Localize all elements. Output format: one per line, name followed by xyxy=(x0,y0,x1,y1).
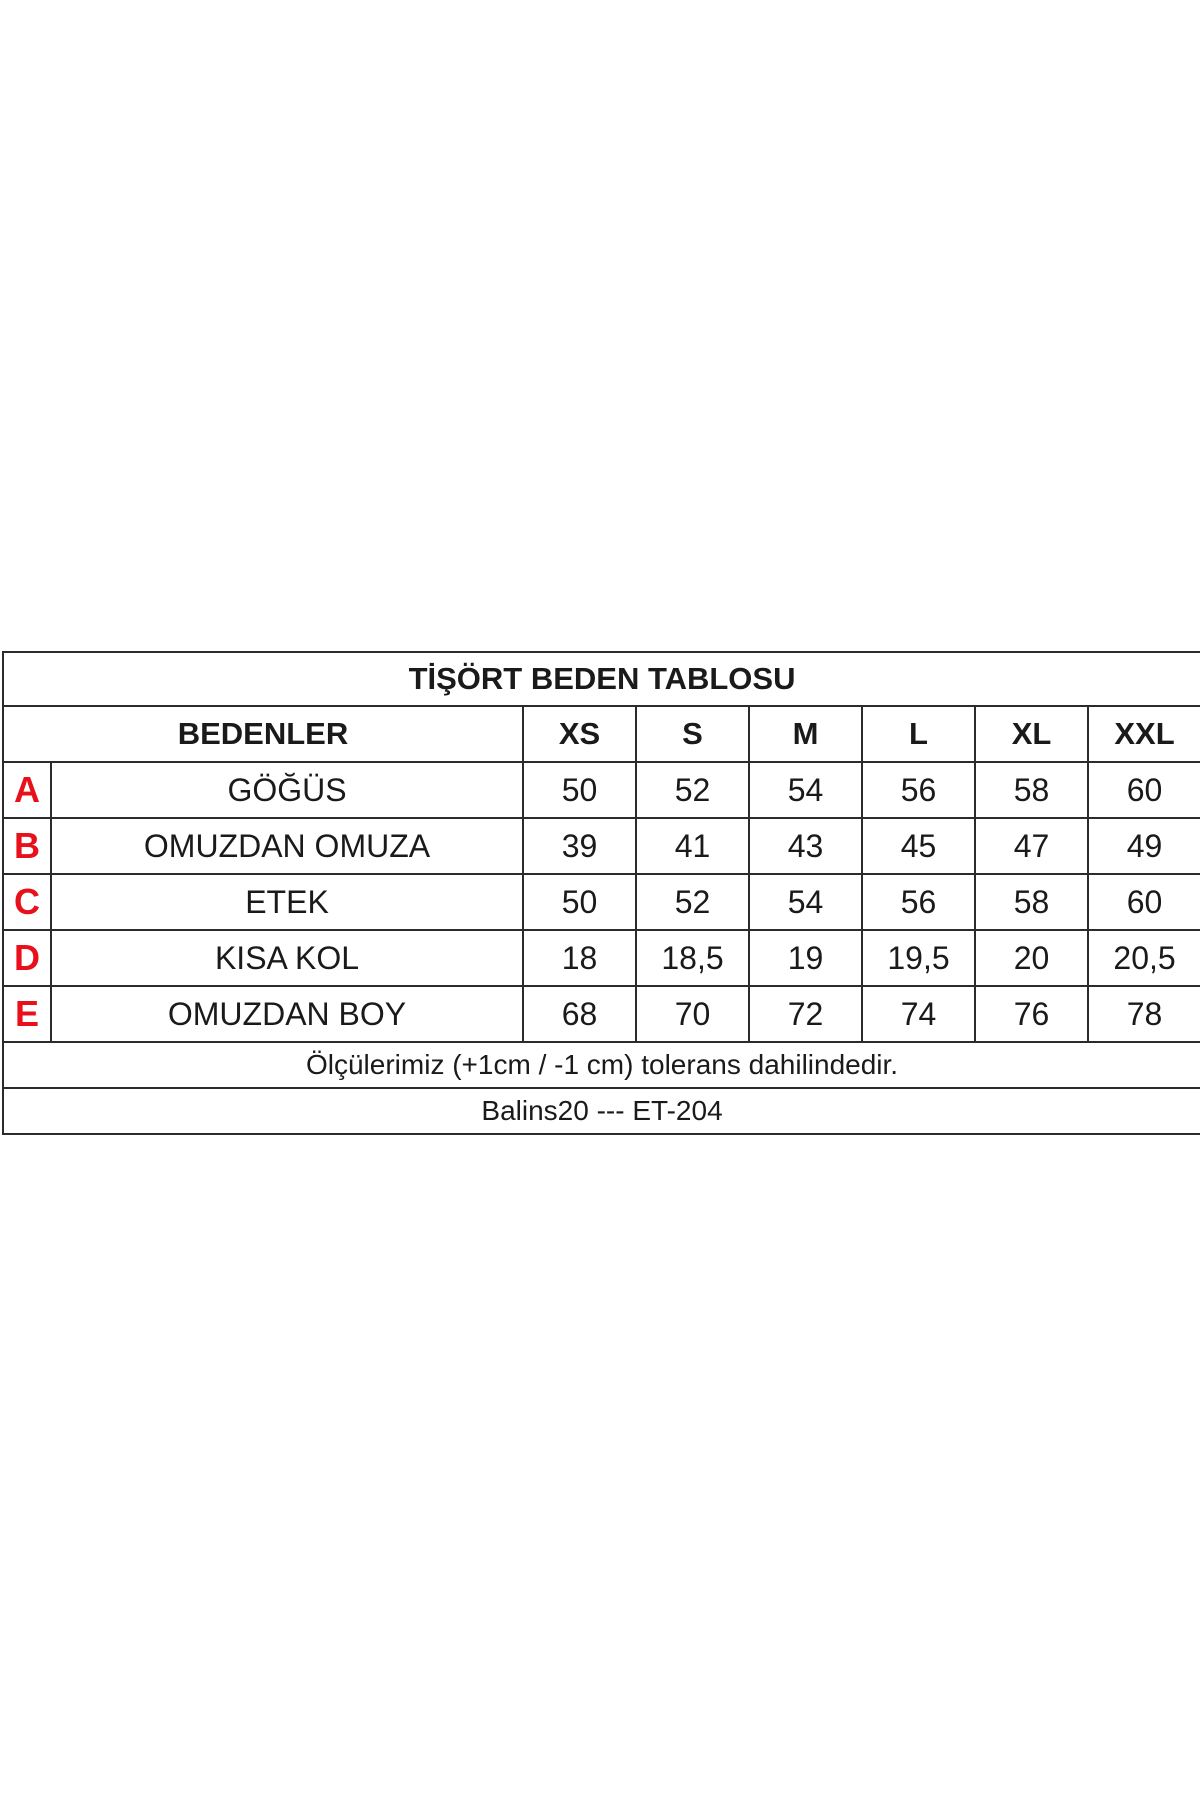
table-row xyxy=(3,874,1200,930)
tolerance-note-row xyxy=(3,1042,1200,1088)
table-cell: 76 xyxy=(975,986,1088,1042)
table-cell: 68 xyxy=(523,986,636,1042)
row-letter: E xyxy=(3,986,51,1042)
table-row xyxy=(3,930,1200,986)
table-cell: 39 xyxy=(523,818,636,874)
table-cell: 50 xyxy=(523,874,636,930)
row-letter: B xyxy=(3,818,51,874)
table-cell: 60 xyxy=(1088,762,1200,818)
table-cell: 43 xyxy=(749,818,862,874)
table-cell: 70 xyxy=(636,986,749,1042)
size-header-xl: XL xyxy=(975,706,1088,762)
table-cell: 52 xyxy=(636,762,749,818)
row-letter: D xyxy=(3,930,51,986)
table-cell: 18,5 xyxy=(636,930,749,986)
size-header-xxl: XXL xyxy=(1088,706,1200,762)
table-cell: 19,5 xyxy=(862,930,975,986)
table-row xyxy=(3,818,1200,874)
measurement-name: OMUZDAN OMUZA xyxy=(51,818,523,874)
row-letter: A xyxy=(3,762,51,818)
table-cell: 41 xyxy=(636,818,749,874)
tolerance-note: Ölçülerimiz (+1cm / -1 cm) tolerans dahilindedir. xyxy=(3,1042,1200,1088)
size-header-s: S xyxy=(636,706,749,762)
table-title: TİŞÖRT BEDEN TABLOSU xyxy=(3,652,1200,706)
header-row xyxy=(3,706,1200,762)
table-cell: 60 xyxy=(1088,874,1200,930)
table-row xyxy=(3,762,1200,818)
size-chart-table xyxy=(2,651,1200,1135)
table-cell: 20,5 xyxy=(1088,930,1200,986)
table-cell: 47 xyxy=(975,818,1088,874)
sizes-header-label: BEDENLER xyxy=(3,706,523,762)
measurement-name: ETEK xyxy=(51,874,523,930)
product-code-row xyxy=(3,1088,1200,1134)
table-cell: 58 xyxy=(975,874,1088,930)
table-cell: 19 xyxy=(749,930,862,986)
table-cell: 18 xyxy=(523,930,636,986)
measurement-name: GÖĞÜS xyxy=(51,762,523,818)
table-cell: 78 xyxy=(1088,986,1200,1042)
table-cell: 54 xyxy=(749,874,862,930)
table-row xyxy=(3,986,1200,1042)
measurement-name: KISA KOL xyxy=(51,930,523,986)
measurement-name: OMUZDAN BOY xyxy=(51,986,523,1042)
table-cell: 54 xyxy=(749,762,862,818)
table-cell: 56 xyxy=(862,874,975,930)
row-letter: C xyxy=(3,874,51,930)
table-cell: 50 xyxy=(523,762,636,818)
size-header-l: L xyxy=(862,706,975,762)
table-cell: 72 xyxy=(749,986,862,1042)
table-cell: 49 xyxy=(1088,818,1200,874)
size-header-xs: XS xyxy=(523,706,636,762)
product-code: Balins20 --- ET-204 xyxy=(3,1088,1200,1134)
table-cell: 52 xyxy=(636,874,749,930)
table-cell: 56 xyxy=(862,762,975,818)
size-header-m: M xyxy=(749,706,862,762)
table-cell: 20 xyxy=(975,930,1088,986)
table-cell: 45 xyxy=(862,818,975,874)
table-cell: 58 xyxy=(975,762,1088,818)
title-row xyxy=(3,652,1200,706)
table-cell: 74 xyxy=(862,986,975,1042)
